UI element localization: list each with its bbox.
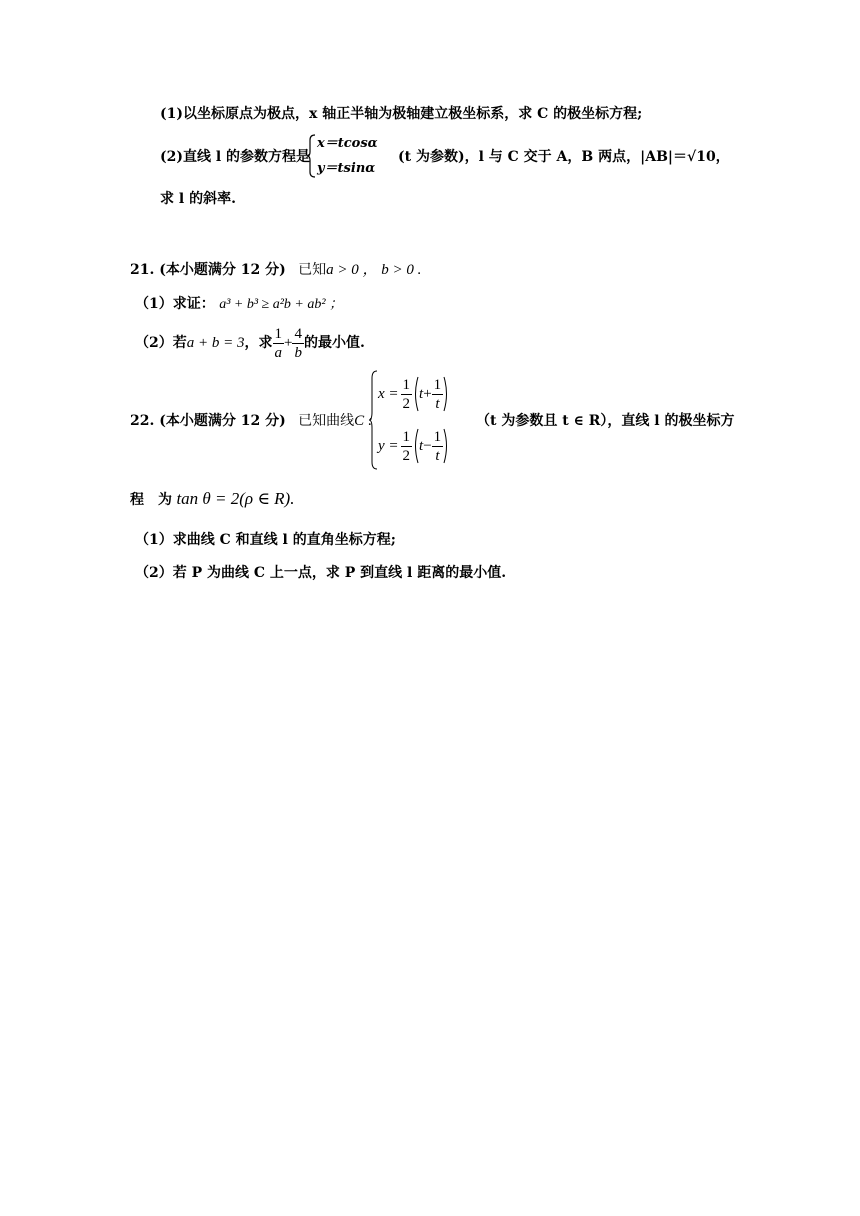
q22-line2 bbox=[130, 489, 294, 510]
q21-line1 bbox=[130, 260, 421, 280]
left-paren-icon bbox=[412, 376, 419, 412]
left-brace-icon bbox=[306, 134, 316, 178]
q22-eq-y: y = $\frac{1}{2}$ t − $\frac{1}{t}$ bbox=[378, 426, 450, 466]
fraction-half: $\frac{1}{2}$ bbox=[402, 428, 411, 464]
q22-line1-prefix bbox=[130, 411, 373, 431]
q21-part2-label: （2）若 bbox=[135, 335, 187, 351]
q20-part2-prefix: (2)直线 l 的参数方程是 bbox=[160, 149, 311, 165]
q20-part1: (1)以坐标原点为极点，x 轴正半轴为极轴建立极坐标系，求 C 的极坐标方程; bbox=[160, 106, 643, 122]
q21-part1 bbox=[135, 294, 343, 315]
q21-part1-math: a³ + b³ ≥ a²b + ab² ； bbox=[219, 297, 344, 312]
q20-part2-cont: 求 l 的斜率. bbox=[160, 191, 236, 207]
q21-part2-end: 的最小值. bbox=[303, 335, 365, 351]
left-paren-icon bbox=[412, 428, 419, 464]
q22-part1: （1）求曲线 C 和直线 l 的直角坐标方程; bbox=[135, 532, 396, 548]
q22-line2-math: tan θ = 2(ρ ∈ R). bbox=[176, 489, 295, 508]
q22-given-prefix: 已知曲线 bbox=[298, 413, 355, 429]
q21-given-prefix: 已知 bbox=[298, 262, 327, 278]
right-paren-icon bbox=[443, 428, 450, 464]
system-brace-icon bbox=[368, 370, 378, 470]
q22-part2: （2）若 P 为曲线 C 上一点，求 P 到直线 l 距离的最小值. bbox=[135, 565, 507, 581]
fraction-half: $\frac{1}{2}$ bbox=[402, 376, 411, 412]
fraction-4-over-b: $\frac{4}{b}$ bbox=[294, 325, 302, 361]
fraction-1-over-t: $\frac{1}{t}$ bbox=[433, 376, 442, 412]
q21-part2: （2）若a + b = 3，求 $\frac{1}{a}$ + $\frac{4}{b}$ 的最小值. bbox=[135, 325, 365, 361]
q22-line2-prefix: 程 为 bbox=[130, 492, 172, 508]
q21-part2-cond: a + b = 3 bbox=[186, 335, 245, 351]
fraction-1-over-a: $\frac{1}{a}$ bbox=[274, 325, 282, 361]
q21-header: 21. (本小题满分 12 分) bbox=[130, 262, 286, 278]
q21-part1-label: （1）求证： bbox=[135, 296, 215, 312]
q21-given-math: a > 0 ， b > 0 . bbox=[326, 262, 422, 278]
q22-eq-x: x = $\frac{1}{2}$ t + $\frac{1}{t}$ bbox=[378, 374, 450, 414]
fraction-1-over-t: $\frac{1}{t}$ bbox=[433, 428, 442, 464]
right-paren-icon bbox=[443, 376, 450, 412]
q20-system-x: x＝tcosα bbox=[317, 136, 378, 151]
q22-header: 22. (本小题满分 12 分) bbox=[130, 413, 286, 429]
q21-part2-mid: ，求 bbox=[244, 335, 273, 351]
q22-after-system: （t 为参数且 t ∈ R），直线 l 的极坐标方 bbox=[476, 413, 735, 429]
q22-curve-name: C : bbox=[354, 413, 373, 429]
q20-system-y: y＝tsinα bbox=[317, 161, 376, 176]
q20-part2-suffix: (t 为参数)，l 与 C 交于 A，B 两点，|AB|＝√10， bbox=[398, 149, 730, 165]
